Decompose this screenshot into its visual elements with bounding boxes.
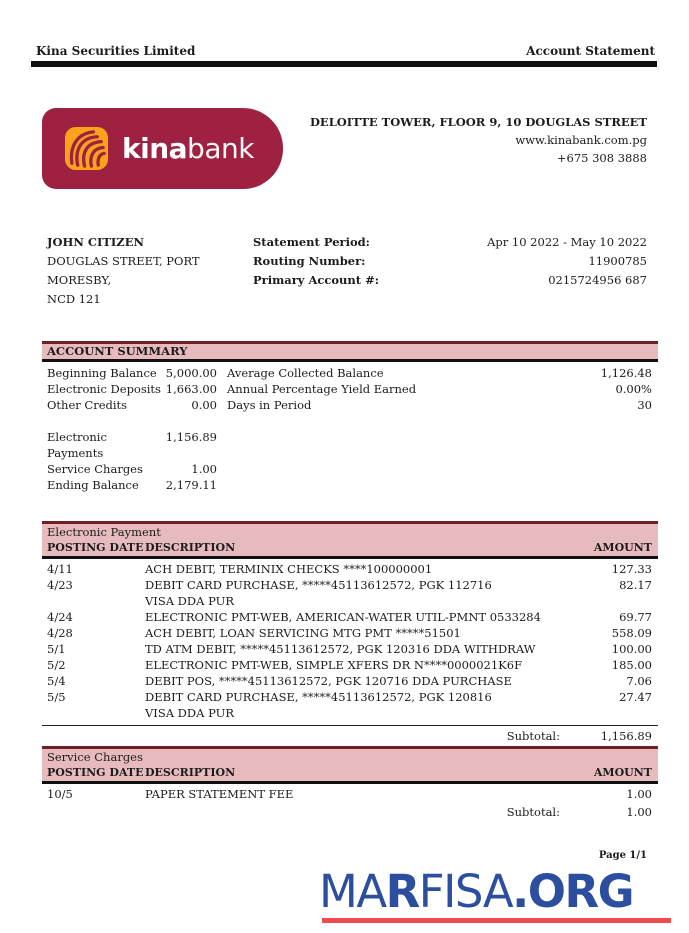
customer-identity [42, 233, 253, 309]
table-row [42, 786, 658, 802]
watermark-text-part: R [385, 865, 419, 918]
summary-left-column [42, 365, 217, 493]
statement-info-row [253, 252, 647, 271]
wordmark-kina: kina [122, 132, 188, 165]
watermark-underline [322, 918, 671, 923]
page-number: Page 1/1 [598, 850, 647, 861]
cell-posting-date: 4/23 [47, 578, 73, 592]
cell-posting-date: 4/11 [47, 562, 73, 576]
customer-address-line2: NCD 121 [47, 292, 101, 306]
brand-row [42, 108, 647, 189]
table-row [42, 625, 658, 641]
statement-info-label: Primary Account #: [253, 273, 379, 287]
summary-label: Electronic Payments [47, 430, 107, 460]
summary-row [227, 397, 658, 413]
summary-value: 1,156.89 [165, 430, 217, 444]
cell-description [145, 561, 566, 577]
customer-name: JOHN CITIZEN [47, 235, 144, 249]
summary-spacer [42, 413, 217, 429]
description-line1: DEBIT CARD PURCHASE, *****45113612572, PGK 120816 [145, 690, 492, 704]
summary-label: Beginning Balance [47, 366, 157, 380]
description-line1: ACH DEBIT, TERMINIX CHECKS ****100000001 [145, 562, 433, 576]
wordmark-bank: bank [187, 132, 254, 165]
statement-info-label: Routing Number: [253, 254, 366, 268]
cell-amount: 7.06 [626, 674, 652, 688]
summary-value: 2,179.11 [165, 478, 217, 492]
description-line2: VISA DDA PUR [145, 706, 234, 720]
statement-info-rows [253, 233, 647, 309]
summary-label: Days in Period [227, 398, 312, 412]
cell-posting-date: 4/28 [47, 626, 73, 640]
table-row [42, 657, 658, 673]
summary-row [42, 381, 217, 397]
cell-posting-date: 5/4 [47, 674, 66, 688]
customer-row [42, 233, 647, 309]
watermark-text-part: FISA [418, 865, 513, 918]
account-statement-page [0, 44, 689, 933]
cell-posting-date: 5/2 [47, 658, 66, 672]
subtotal-row [42, 804, 658, 820]
table-header-row [42, 540, 658, 559]
cell-description [145, 786, 566, 802]
document-header [31, 44, 657, 67]
column-header-posting-date: POSTING DATE [47, 766, 144, 779]
summary-label: Average Collected Balance [227, 366, 384, 380]
cell-description [145, 673, 566, 689]
cell-amount: 558.09 [611, 626, 652, 640]
document-title: Account Statement [526, 44, 655, 58]
table-title: Service Charges [42, 746, 658, 765]
summary-row [227, 365, 658, 381]
table-title: Electronic Payment [42, 521, 658, 540]
summary-label: Annual Percentage Yield Earned [227, 382, 417, 396]
summary-right-column [227, 365, 658, 493]
cell-description [145, 609, 566, 625]
table-row [42, 577, 658, 609]
tables [0, 521, 689, 820]
statement-info-label: Statement Period: [253, 235, 370, 249]
cell-description [145, 625, 566, 641]
cell-description [145, 689, 566, 721]
statement-info-row [253, 271, 647, 290]
summary-value: 0.00 [191, 398, 217, 412]
subtotal-value: 1,156.89 [600, 729, 652, 743]
watermark-text-part: .ORG [512, 865, 634, 918]
column-header-description: DESCRIPTION [145, 541, 236, 554]
subtotal-row [42, 725, 658, 744]
description-line1: ACH DEBIT, LOAN SERVICING MTG PMT *****51501 [145, 626, 461, 640]
summary-label: Service Charges [47, 462, 143, 476]
summary-row [42, 365, 217, 381]
summary-value: 1.00 [191, 462, 217, 476]
cell-amount: 69.77 [619, 610, 652, 624]
summary-label: Other Credits [47, 398, 128, 412]
summary-row [42, 397, 217, 413]
issuer-name: Kina Securities Limited [36, 44, 196, 58]
cell-amount: 27.47 [619, 690, 652, 704]
cell-posting-date: 5/1 [47, 642, 66, 656]
table-row [42, 561, 658, 577]
table-body [42, 784, 658, 802]
summary-value: 0.00% [615, 382, 652, 396]
statement-info-row [253, 233, 647, 252]
summary-row [227, 381, 658, 397]
table-row [42, 609, 658, 625]
subtotal-label: Subtotal: [506, 805, 560, 819]
account-summary-title: ACCOUNT SUMMARY [42, 341, 658, 362]
summary-label: Ending Balance [47, 478, 139, 492]
table-row [42, 641, 658, 657]
bank-phone: +675 308 3888 [556, 151, 647, 165]
subtotal-value: 1.00 [626, 805, 652, 819]
account-summary-section [42, 341, 658, 493]
description-line1: TD ATM DEBIT, *****45113612572, PGK 120316 DDA WITHDRAW [145, 642, 536, 656]
cell-description [145, 641, 566, 657]
cell-amount: 1.00 [626, 787, 652, 801]
bank-contact-block [310, 108, 647, 167]
column-header-amount: AMOUNT [593, 766, 652, 779]
fingerprint-icon [64, 126, 109, 171]
description-line1: DEBIT POS, *****45113612572, PGK 120716 DDA PURCHASE [145, 674, 512, 688]
transaction-table-section [42, 746, 658, 820]
cell-description [145, 577, 566, 609]
kinabank-wordmark [122, 132, 254, 165]
statement-info-value: Apr 10 2022 - May 10 2022 [487, 235, 647, 249]
statement-info-value: 11900785 [588, 254, 647, 268]
account-summary-body [42, 362, 658, 493]
description-line1: PAPER STATEMENT FEE [145, 787, 294, 801]
summary-label: Electronic Deposits [47, 382, 161, 396]
description-line2: VISA DDA PUR [145, 594, 234, 608]
cell-description [145, 657, 566, 673]
summary-value: 5,000.00 [165, 366, 217, 380]
bank-address-line: DELOITTE TOWER, FLOOR 9, 10 DOUGLAS STREET [309, 115, 647, 129]
description-line1: ELECTRONIC PMT-WEB, SIMPLE XFERS DR N****0000021K6F [145, 658, 523, 672]
cell-amount: 185.00 [611, 658, 652, 672]
cell-amount: 100.00 [611, 642, 652, 656]
summary-value: 1,663.00 [165, 382, 217, 396]
cell-posting-date: 4/24 [47, 610, 73, 624]
subtotal-label: Subtotal: [506, 729, 560, 743]
kinabank-logo [42, 108, 283, 189]
cell-posting-date: 5/5 [47, 690, 66, 704]
transaction-table-section [42, 521, 658, 744]
table-header-row [42, 765, 658, 784]
statement-info-value: 0215724956 687 [548, 273, 647, 287]
description-line1: DEBIT CARD PURCHASE, *****45113612572, PGK 112716 [145, 578, 492, 592]
marfisa-watermark [319, 865, 689, 918]
cell-amount: 127.33 [611, 562, 652, 576]
table-row [42, 689, 658, 721]
summary-row [42, 429, 217, 461]
summary-value: 1,126.48 [600, 366, 652, 380]
column-header-amount: AMOUNT [593, 541, 652, 554]
customer-address-line1: DOUGLAS STREET, PORT MORESBY, [47, 254, 200, 287]
column-header-description: DESCRIPTION [145, 766, 236, 779]
summary-row [42, 477, 217, 493]
cell-amount: 82.17 [619, 578, 652, 592]
column-header-posting-date: POSTING DATE [47, 541, 144, 554]
summary-value: 30 [637, 398, 652, 412]
cell-posting-date: 10/5 [47, 787, 73, 801]
table-row [42, 673, 658, 689]
table-body [42, 559, 658, 721]
watermark-text-part: MA [319, 865, 386, 918]
summary-row [42, 461, 217, 477]
bank-website: www.kinabank.com.pg [515, 133, 647, 147]
description-line1: ELECTRONIC PMT-WEB, AMERICAN-WATER UTIL-PMNT 0533284 [145, 610, 541, 624]
